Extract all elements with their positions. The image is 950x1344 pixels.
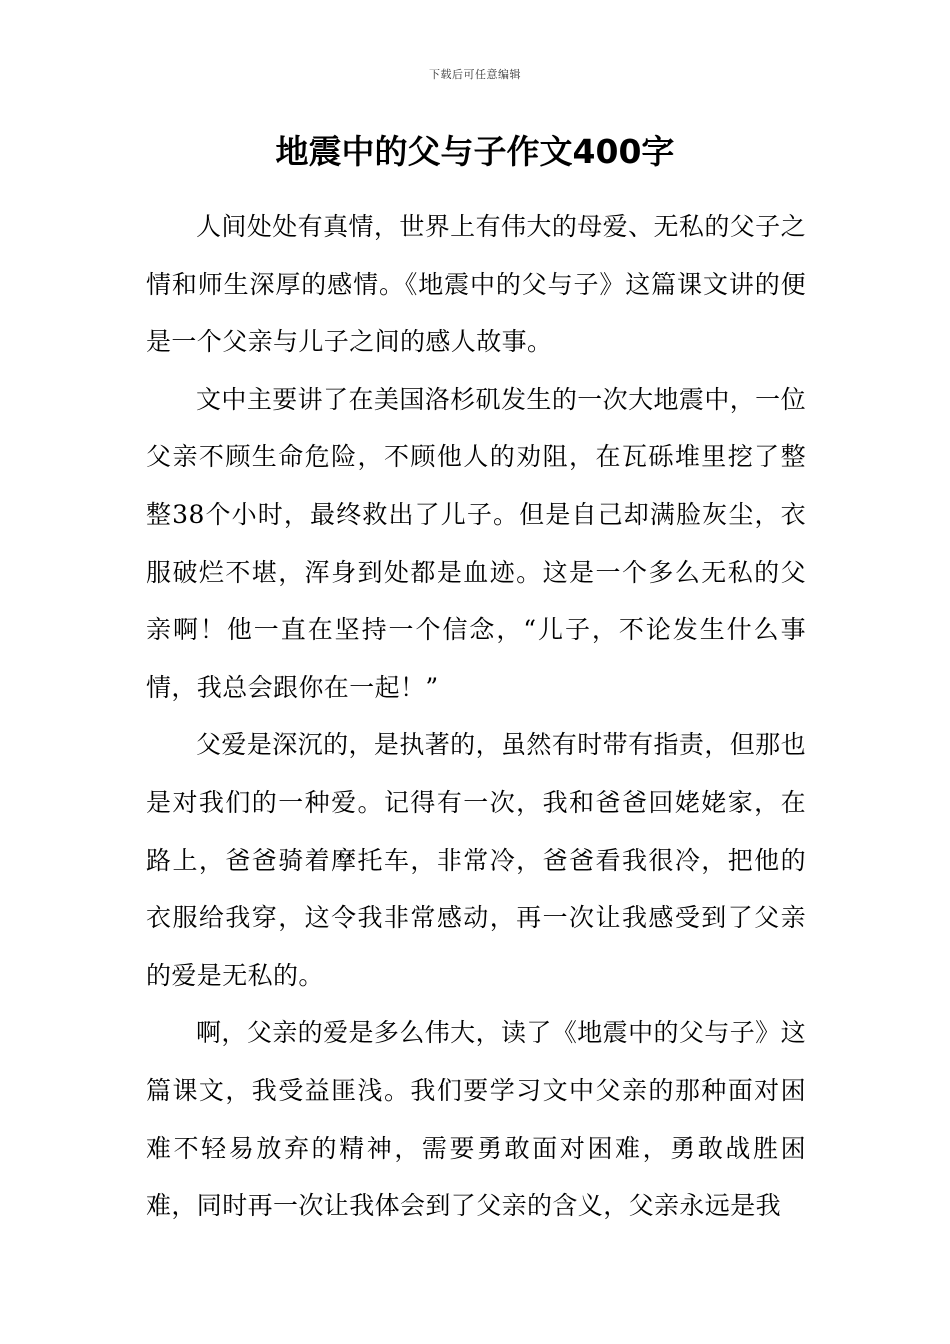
paragraph-3: 父爱是深沉的，是执著的，虽然有时带有指责，但那也是对我们的一种爱。记得有一次，我和爸爸回姥姥家，在路上，爸爸骑着摩托车，非常冷，爸爸看我很冷，把他的衣服给我穿，这令我非常感动，再一次让我感受到了父亲的爱是无私的。 [146,730,806,990]
document-body [146,198,806,1235]
document-title: 地震中的父与子作文400字 [275,132,675,171]
paragraph-4: 啊，父亲的爱是多么伟大，读了《地震中的父与子》这篇课文，我受益匪浅。我们要学习文中父亲的那种面对困难不轻易放弃的精神，需要勇敢面对困难，勇敢战胜困难，同时再一次让我体会到了父亲的含义，父亲永远是我 [146,1018,806,1221]
paragraph-1: 人间处处有真情，世界上有伟大的母爱、无私的父子之情和师生深厚的感情。《地震中的父与子》这篇课文讲的便是一个父亲与儿子之间的感人故事。 [146,212,806,357]
paragraph-2: 文中主要讲了在美国洛杉矶发生的一次大地震中，一位父亲不顾生命危险，不顾他人的劝阻，在瓦砾堆里挖了整整38个小时，最终救出了儿子。但是自己却满脸灰尘，衣服破烂不堪，浑身到处都是血迹。这是一个多么无私的父亲啊！他一直在坚持一个信念，“儿子，不论发生什么事情，我总会跟你在一起！” [146,384,806,702]
header-note: 下载后可任意编辑 [429,68,521,81]
